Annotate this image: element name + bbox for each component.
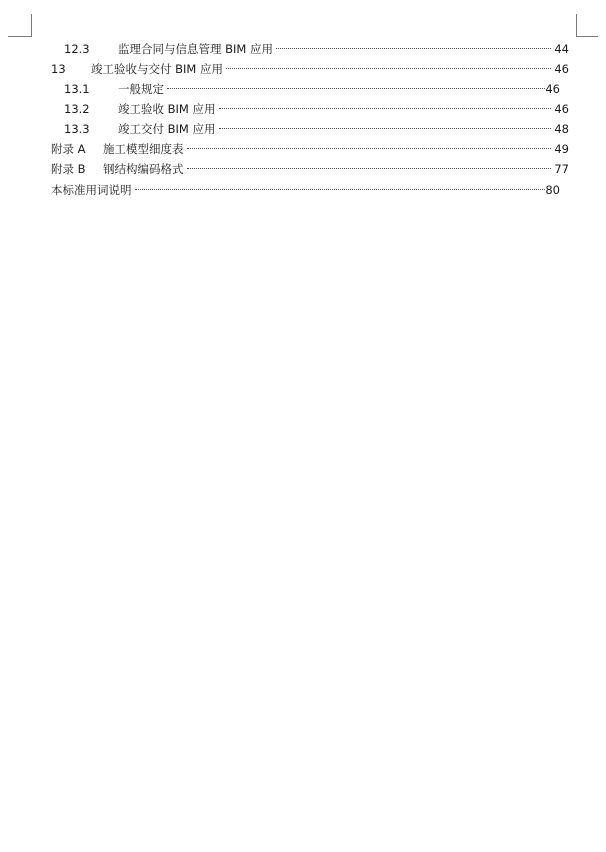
toc-entry-number: 12.3	[64, 42, 90, 56]
toc-entry[interactable]	[51, 160, 569, 178]
toc-entry-title: 竣工验收与交付 BIM 应用	[91, 62, 224, 76]
toc-entry-page: 44	[554, 42, 569, 56]
toc-entry[interactable]	[51, 60, 569, 78]
toc-entry-page: 46	[554, 102, 569, 116]
dot-leader	[135, 189, 546, 190]
toc-entry-title: 竣工交付 BIM 应用	[118, 122, 216, 136]
toc-entry-number: 附录 A	[51, 142, 86, 156]
toc-entry[interactable]	[64, 100, 569, 118]
dot-leader	[276, 48, 551, 49]
dot-leader	[226, 68, 551, 69]
toc-entry-page: 46	[554, 62, 569, 76]
dot-leader	[167, 88, 545, 89]
toc-entry-title: 一般规定	[118, 82, 164, 96]
toc-entry-number: 附录 B	[51, 162, 86, 176]
dot-leader	[187, 148, 552, 149]
toc-entry[interactable]	[64, 80, 560, 98]
toc-entry-title: 竣工验收 BIM 应用	[118, 102, 216, 116]
toc-entry[interactable]	[51, 140, 569, 158]
toc-entry-page: 48	[554, 122, 569, 136]
toc-entry-page: 49	[554, 142, 569, 156]
toc-entry-number: 13.1	[64, 82, 90, 96]
toc-entry[interactable]	[64, 120, 569, 138]
toc-entry-number: 13.2	[64, 102, 90, 116]
toc-entry[interactable]	[51, 181, 560, 199]
toc-entry-number: 13	[51, 62, 66, 76]
dot-leader	[219, 108, 552, 109]
toc-entry-page: 80	[545, 183, 560, 197]
toc-entry-title: 施工模型细度表	[103, 142, 184, 156]
toc-entry-title: 钢结构编码格式	[103, 162, 184, 176]
dot-leader	[219, 128, 552, 129]
toc-entry-title: 监理合同与信息管理 BIM 应用	[118, 42, 274, 56]
toc-entry-page: 77	[554, 162, 569, 176]
toc-entry-number: 13.3	[64, 122, 90, 136]
dot-leader	[187, 168, 552, 169]
toc-entry-page: 46	[545, 82, 560, 96]
toc-entry-title: 本标准用词说明	[51, 183, 132, 197]
toc-entry[interactable]	[64, 40, 569, 58]
